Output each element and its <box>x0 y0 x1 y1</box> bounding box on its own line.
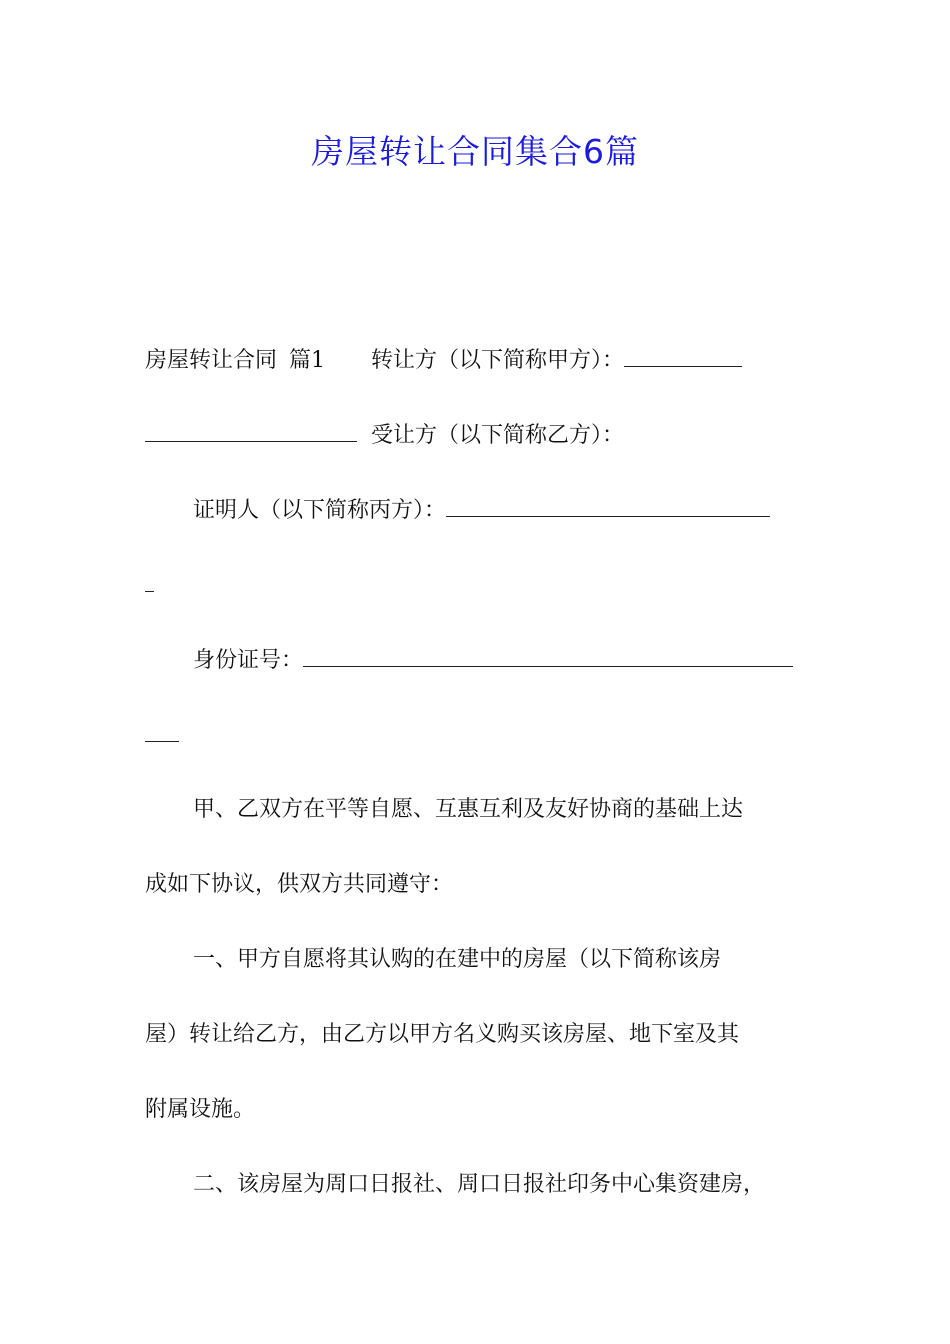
id-number-blank <box>303 640 793 667</box>
transferor-blank-continued <box>145 415 357 442</box>
clause-one-line3: 附属设施。 <box>145 1097 256 1122</box>
witness-blank-continued <box>145 565 154 592</box>
paragraph-intro-line1: 甲、乙双方在平等自愿、互惠互利及友好协商的基础上达 <box>193 797 744 822</box>
line-transferee <box>145 415 807 455</box>
clause-two-line1: 二、该房屋为周口日报社、周口日报社印务中心集资建房， <box>193 1172 766 1197</box>
line-transferor <box>145 340 807 380</box>
line-witness <box>145 490 807 530</box>
part-label: 篇1 <box>289 348 326 373</box>
id-number-label: 身份证号： <box>193 648 304 673</box>
line-witness-continued <box>145 565 807 605</box>
id-number-blank-continued <box>145 715 179 742</box>
transferor-label: 转让方（以下简称甲方）： <box>371 348 625 373</box>
contract-label: 房屋转让合同 <box>145 348 278 373</box>
clause-one-line1: 一、甲方自愿将其认购的在建中的房屋（以下简称该房 <box>193 947 722 972</box>
witness-blank <box>446 490 770 517</box>
document-title: 房屋转让合同集合6篇 <box>311 132 639 171</box>
clause-one-line2: 屋）转让给乙方，由乙方以甲方名义购买该房屋、地下室及其 <box>145 1022 740 1047</box>
line-id-continued <box>145 715 807 755</box>
paragraph-intro-line2: 成如下协议，供双方共同遵守： <box>145 872 454 897</box>
transferee-label: 受让方（以下简称乙方）： <box>371 423 625 448</box>
witness-label: 证明人（以下简称丙方）： <box>193 498 447 523</box>
line-id-number <box>145 640 807 680</box>
transferor-blank <box>624 340 742 367</box>
